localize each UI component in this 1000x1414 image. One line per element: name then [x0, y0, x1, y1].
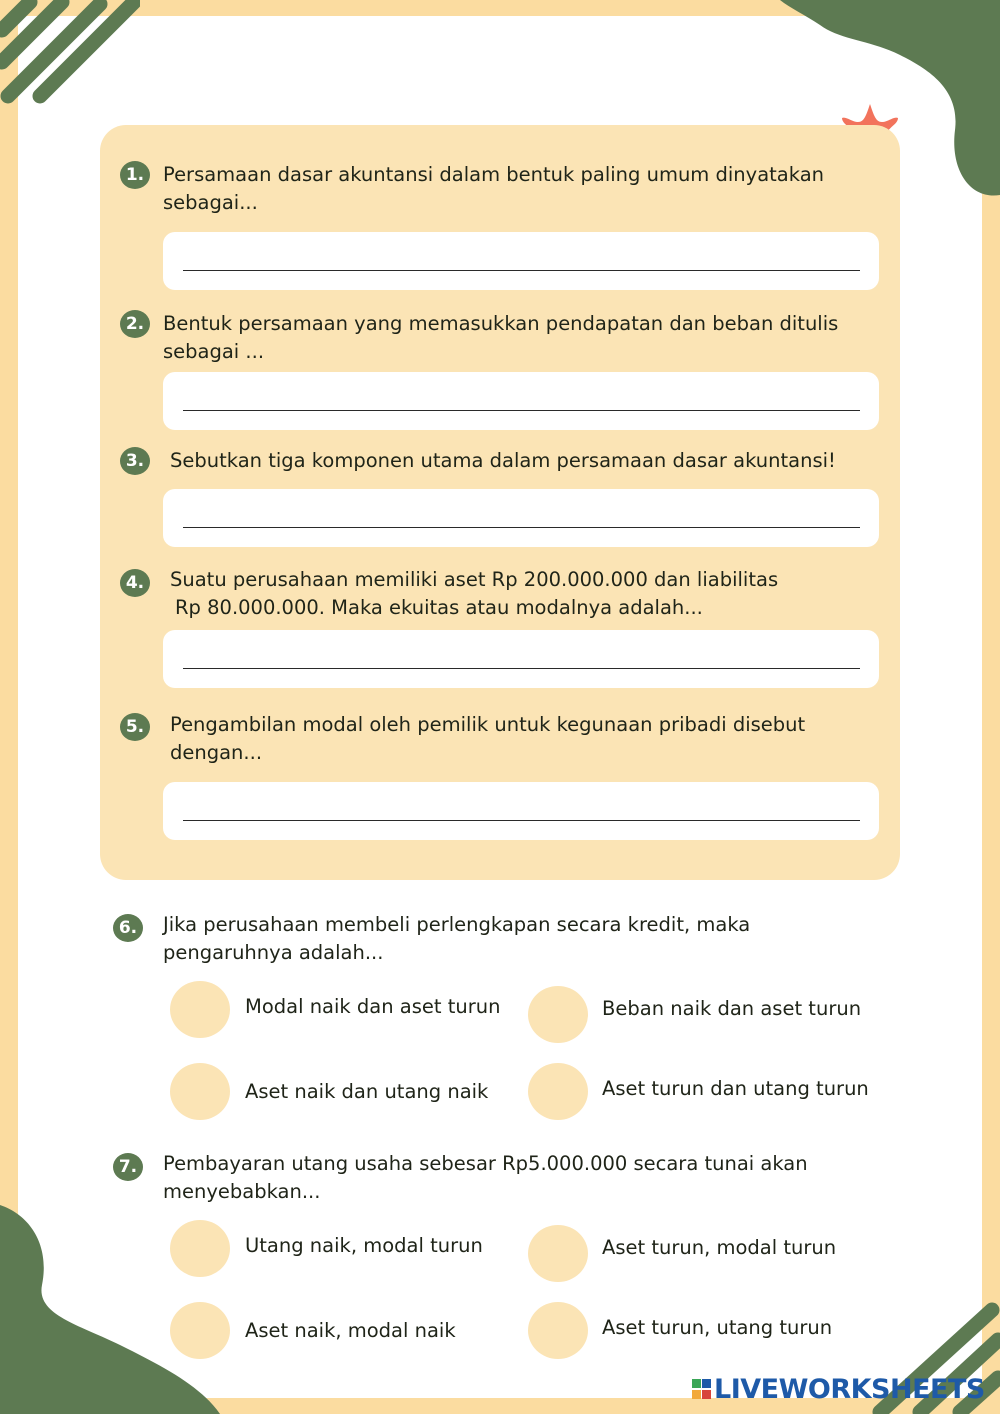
question-3-number: 3.: [120, 447, 150, 475]
question-6-option-4-radio[interactable]: [528, 1063, 588, 1120]
corner-stripes-top-left: [0, 0, 140, 110]
question-6-option-3-label: Aset naik dan utang naik: [245, 1080, 489, 1103]
question-7-text: Pembayaran utang usaha sebesar Rp5.000.000 secara tunai akan menyebabkan...: [163, 1152, 808, 1203]
question-3-answer-field[interactable]: [163, 489, 879, 547]
question-6-option-1-label: Modal naik dan aset turun: [245, 995, 501, 1018]
answer-line: [183, 820, 860, 821]
question-4-text-line2: Rp 80.000.000. Maka ekuitas atau modalnya adalah...: [175, 596, 703, 619]
question-1-answer-field[interactable]: [163, 232, 879, 290]
question-7-option-2-label: Aset turun, modal turun: [602, 1236, 837, 1259]
question-7-option-3-radio[interactable]: [170, 1302, 230, 1359]
liveworksheets-wordmark: LIVEWORKSHEETS: [714, 1373, 985, 1405]
question-2-number: 2.: [120, 310, 150, 338]
question-7-option-4-label: Aset turun, utang turun: [602, 1316, 833, 1339]
question-4-text-line1: Suatu perusahaan memiliki aset Rp 200.000.000 dan liabilitas: [170, 568, 779, 591]
question-6-option-2-radio[interactable]: [528, 986, 588, 1043]
question-6-text: Jika perusahaan membeli perlengkapan secara kredit, maka pengaruhnya adalah...: [163, 913, 751, 964]
question-5-answer-field[interactable]: [163, 782, 879, 840]
question-7-option-1-radio[interactable]: [170, 1220, 230, 1277]
question-6-option-4-label: Aset turun dan utang turun: [602, 1077, 869, 1100]
answer-line: [183, 270, 860, 271]
question-6-option-2-label: Beban naik dan aset turun: [602, 997, 862, 1020]
question-4-answer-field[interactable]: [163, 630, 879, 688]
question-6-option-3-radio[interactable]: [170, 1063, 230, 1120]
question-7-number: 7.: [113, 1153, 143, 1181]
answer-line: [183, 668, 860, 669]
answer-line: [183, 410, 860, 411]
answer-line: [183, 527, 860, 528]
question-7-option-4-radio[interactable]: [528, 1302, 588, 1359]
question-5-number: 5.: [120, 713, 150, 741]
question-3-text: Sebutkan tiga komponen utama dalam persamaan dasar akuntansi!: [170, 449, 836, 472]
question-6-number: 6.: [113, 914, 143, 942]
question-5-text: Pengambilan modal oleh pemilik untuk kegunaan pribadi disebut dengan...: [170, 713, 806, 764]
liveworksheets-logo-icon: [692, 1377, 712, 1401]
question-7-option-3-label: Aset naik, modal naik: [245, 1319, 456, 1342]
question-7-option-1-label: Utang naik, modal turun: [245, 1234, 483, 1257]
question-2-text: Bentuk persamaan yang memasukkan pendapatan dan beban ditulis sebagai ...: [163, 312, 839, 363]
question-4-number: 4.: [120, 569, 150, 597]
question-7-option-2-radio[interactable]: [528, 1225, 588, 1282]
question-1-text: Persamaan dasar akuntansi dalam bentuk paling umum dinyatakan sebagai...: [163, 163, 825, 214]
liveworksheets-brand: [692, 1372, 985, 1406]
question-1-number: 1.: [120, 161, 150, 189]
question-6-option-1-radio[interactable]: [170, 981, 230, 1038]
question-2-answer-field[interactable]: [163, 372, 879, 430]
